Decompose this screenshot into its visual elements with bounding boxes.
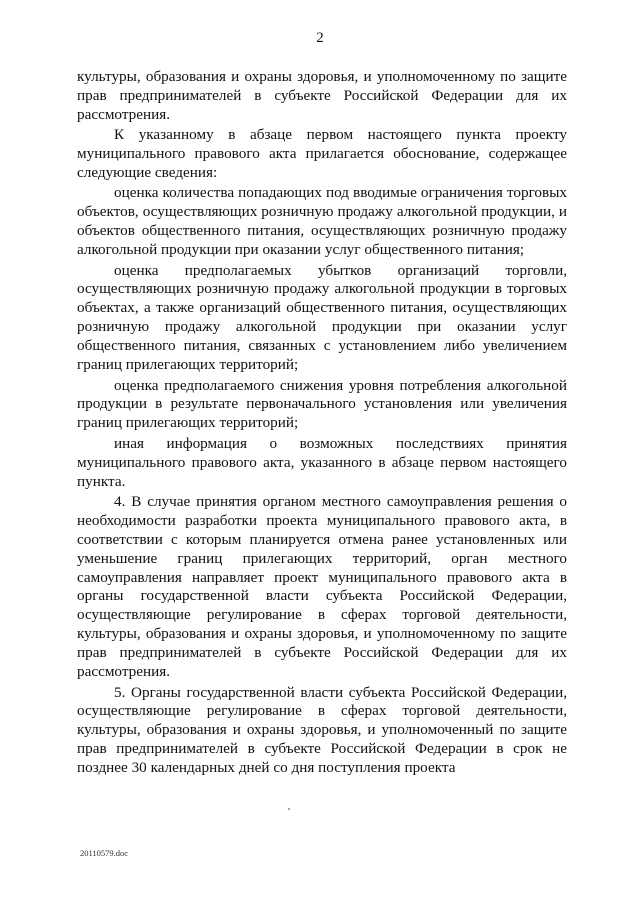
paragraph-item-5: 5. Органы государственной власти субъекта Российской Федерации, осуществляющие регулирование в сферах торговой деятельности, культуры, образования и охраны здоровья, и уполномоченный по защите прав предпринимателей в субъекте Российской Федерации в срок не позднее 30 календарных дней со дня поступления проекта [77, 683, 567, 777]
page-number: 2 [316, 30, 324, 46]
paragraph-other-information: иная информация о возможных последствиях принятия муниципального правового акта, указанного в абзаце первом настоящего пункта. [77, 434, 567, 490]
paragraph-assessment-consumption: оценка предполагаемого снижения уровня потребления алкогольной продукции в результате первоначального установления или увеличения границ прилегающих территорий; [77, 376, 567, 432]
paragraph-assessment-losses: оценка предполагаемых убытков организаций торговли, осуществляющих розничную продажу алкогольной продукции в торговых объектах, а также организаций общественного питания, осуществляющих розничную продажу алкогольной продукции при оказании услуг общественного питания, связанных с установлением либо увеличением границ прилегающих территорий; [77, 261, 567, 374]
footer-file-name: 20110579.doc [80, 848, 129, 858]
scan-speck [288, 808, 290, 810]
document-body [77, 68, 567, 780]
paragraph-continuation: культуры, образования и охраны здоровья, и уполномоченному по защите прав предпринимателей в субъекте Российской Федерации для их рассмотрения. [77, 68, 567, 123]
paragraph-justification-intro: К указанному в абзаце первом настоящего пункта проекту муниципального правового акта прилагается обоснование, содержащее следующие сведения: [77, 126, 567, 182]
paragraph-assessment-objects: оценка количества попадающих под вводимые ограничения торговых объектов, осуществляющих розничную продажу алкогольной продукции, и объектов общественного питания, осуществляющих розничную продажу алкогольной продукции при оказании услуг общественного питания; [77, 184, 567, 259]
paragraph-item-4: 4. В случае принятия органом местного самоуправления решения о необходимости разработки проекта муниципального правового акта, в соответствии с которым планируется отмена ранее установленных или уменьшение границ прилегающих территорий, орган местного самоуправления направляет проект муниципального правового акта в органы государственной власти субъекта Российской Федерации, осуществляющие регулирование в сферах торговой деятельности, культуры, образования и охраны здоровья, и уполномоченному по защите прав предпринимателей в субъекте Российской Федерации для их рассмотрения. [77, 492, 567, 681]
